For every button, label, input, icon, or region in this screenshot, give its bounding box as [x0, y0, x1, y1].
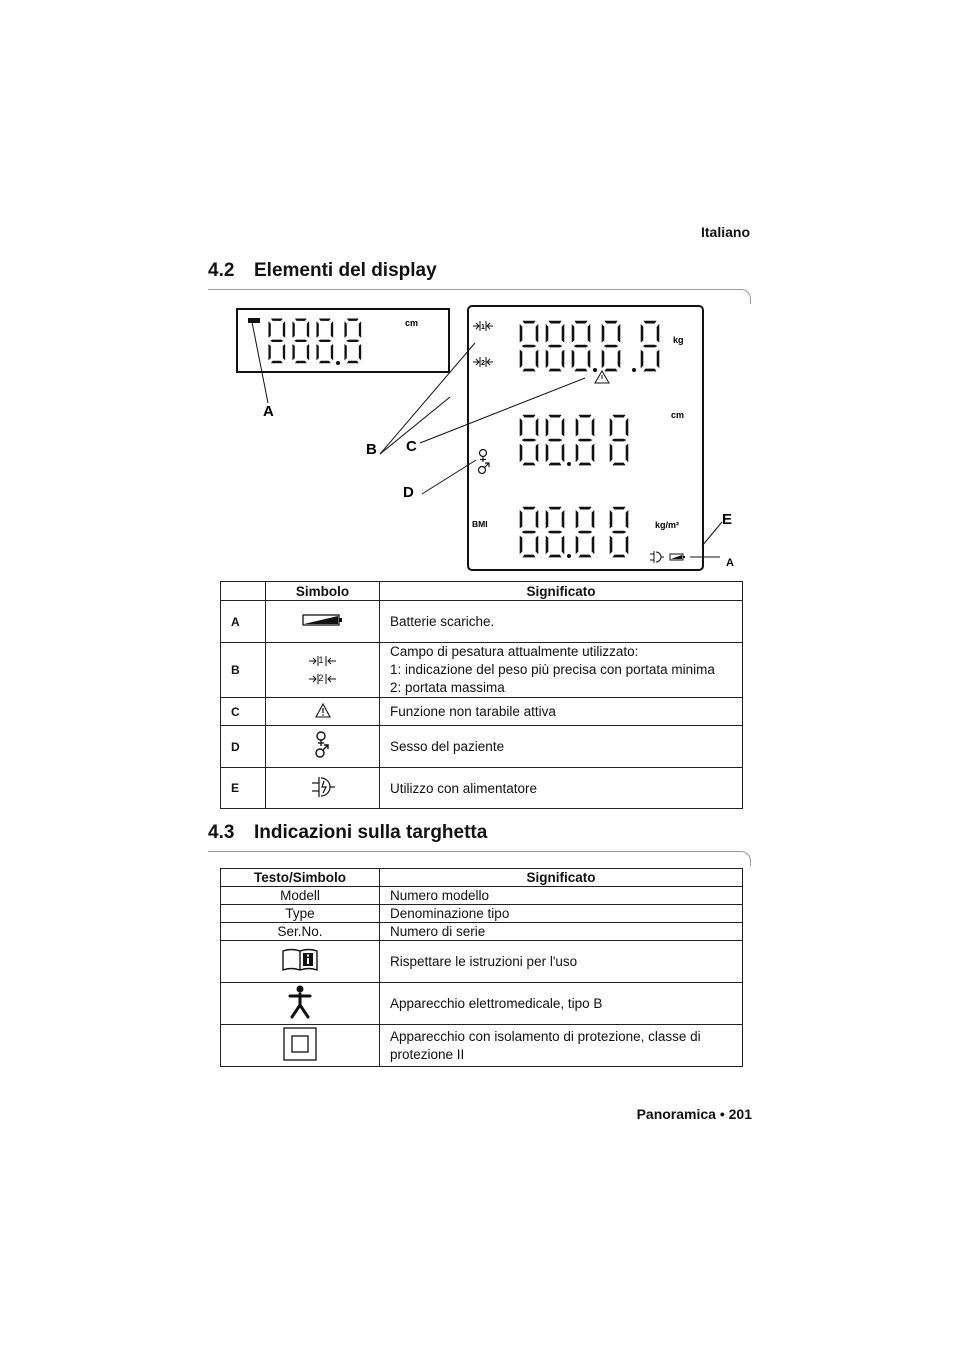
callout-a-left: A — [263, 403, 274, 420]
height-display — [237, 309, 449, 372]
warning-icon — [266, 698, 380, 726]
header-meaning: Significato — [380, 582, 743, 601]
power-supply-icon — [266, 768, 380, 809]
table-row — [221, 983, 743, 1025]
main-display — [468, 306, 703, 570]
row-meaning: Sesso del paziente — [380, 726, 743, 768]
section-title: Indicazioni sulla targhetta — [254, 822, 488, 843]
display-diagram — [230, 300, 750, 580]
table-row — [221, 643, 743, 698]
bmi-label: BMI — [472, 519, 488, 529]
row-key: A — [221, 601, 266, 643]
section-number: 4.2 — [208, 260, 235, 281]
section-heading-plate — [208, 822, 487, 844]
section-title: Elementi del display — [254, 260, 437, 281]
callout-a-right: A — [726, 557, 734, 569]
plate-symbols-table — [220, 868, 743, 1067]
header-symbol: Testo/Simbolo — [221, 869, 380, 887]
section-number: 4.3 — [208, 822, 235, 843]
row-meaning: Apparecchio con isolamento di protezione, classe di protezione II — [380, 1025, 743, 1067]
battery-low-segment-icon — [248, 318, 260, 323]
row-key: B — [221, 643, 266, 698]
gender-icon — [266, 726, 380, 768]
table-row — [221, 923, 743, 941]
meaning-line: 2: portata massima — [390, 680, 505, 695]
row-meaning: Numero di serie — [380, 923, 743, 941]
display-symbols-table — [220, 581, 743, 809]
height-unit-main: cm — [671, 410, 685, 420]
range-1-label: 1 — [318, 655, 324, 665]
instructions-book-icon — [221, 941, 380, 983]
gender-segment-icon — [479, 450, 490, 474]
table-row — [221, 941, 743, 983]
class-ii-square-icon — [221, 1025, 380, 1067]
row-key: D — [221, 726, 266, 768]
callout-b: B — [366, 441, 377, 458]
row-symbol-text: Ser.No. — [221, 923, 380, 941]
table-row — [221, 601, 743, 643]
language-label: Italiano — [700, 224, 750, 240]
range-1-label: 1 — [481, 324, 485, 331]
section-rule — [208, 851, 751, 866]
callout-e: E — [722, 511, 733, 528]
callout-d: D — [403, 484, 414, 501]
row-symbol-text: Modell — [221, 887, 380, 905]
table-row — [221, 698, 743, 726]
row-meaning: Apparecchio elettromedicale, tipo B — [380, 983, 743, 1025]
table-row — [221, 1025, 743, 1067]
weighing-range-icon — [266, 643, 380, 698]
callout-c: C — [406, 438, 417, 455]
row-meaning: Rispettare le istruzioni per l'uso — [380, 941, 743, 983]
height-unit: cm — [405, 318, 419, 328]
table-row — [221, 768, 743, 809]
table-row — [221, 726, 743, 768]
meaning-line: Campo di pesatura attualmente utilizzato: — [390, 644, 639, 659]
row-symbol-text: Type — [221, 905, 380, 923]
page-footer: Panoramica • 201 — [636, 1106, 752, 1122]
row-meaning: Batterie scariche. — [380, 601, 743, 643]
meaning-line: 1: indicazione del peso più precisa con portata minima — [390, 662, 715, 677]
row-meaning — [380, 643, 743, 698]
table-row — [221, 905, 743, 923]
header-meaning: Significato — [380, 869, 743, 887]
type-b-body-icon — [221, 983, 380, 1025]
bmi-unit: kg/m² — [655, 520, 680, 530]
section-heading-display — [208, 260, 437, 282]
weight-unit: kg — [673, 335, 684, 345]
row-key: C — [221, 698, 266, 726]
row-meaning: Utilizzo con alimentatore — [380, 768, 743, 809]
range-2-label: 2 — [318, 673, 324, 683]
power-supply-segment-icon — [650, 551, 664, 563]
row-meaning: Funzione non tarabile attiva — [380, 698, 743, 726]
range-2-label: 2 — [481, 360, 485, 367]
header-key — [221, 582, 266, 601]
row-meaning: Denominazione tipo — [380, 905, 743, 923]
header-symbol: Simbolo — [266, 582, 380, 601]
row-key: E — [221, 768, 266, 809]
battery-low-icon — [266, 601, 380, 643]
table-header-row — [221, 582, 743, 601]
row-meaning: Numero modello — [380, 887, 743, 905]
table-row — [221, 887, 743, 905]
table-header-row — [221, 869, 743, 887]
battery-segment-icon — [670, 554, 685, 560]
